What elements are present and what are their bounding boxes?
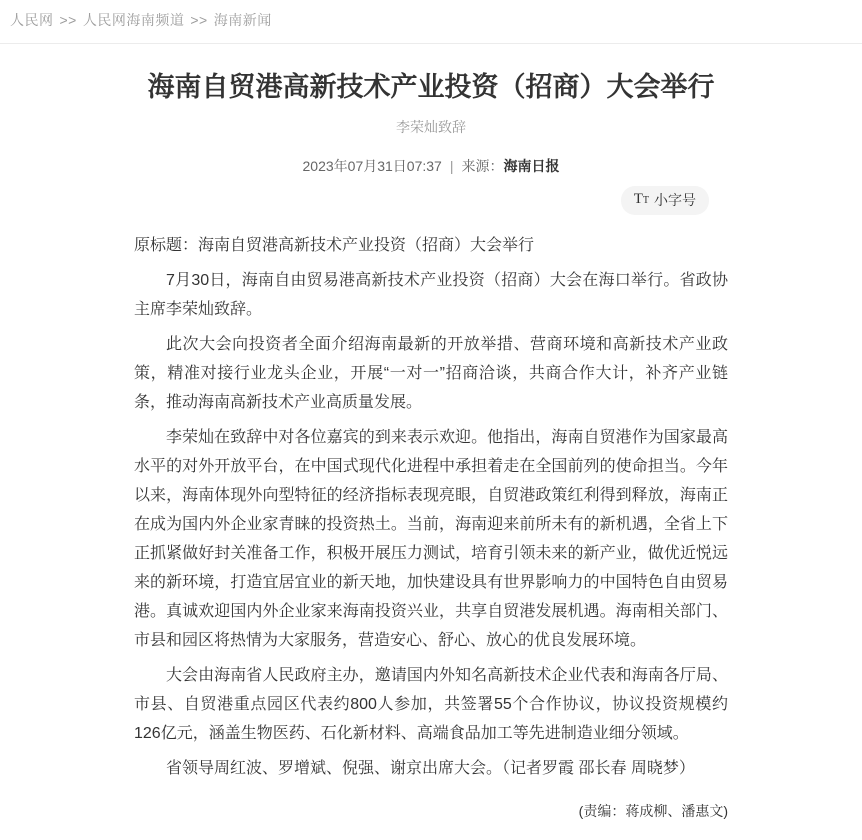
breadcrumb-link[interactable]: 海南新闻 <box>213 12 272 28</box>
article-paragraph: 大会由海南省人民政府主办，邀请国内外知名高新技术企业代表和海南各厅局、市县、自贸港重点园区代表约800人参加，共签署55个合作协议，协议投资规模约126亿元，涵盖生物医药、石化新材料、高端食品加工等先进制造业细分领域。 <box>134 666 728 742</box>
font-size-icon: TT <box>633 191 649 208</box>
breadcrumb-separator: >> <box>59 12 77 28</box>
meta-separator: | <box>449 158 454 175</box>
article-subtitle: 李荣灿致辞 <box>396 119 466 136</box>
article-paragraphs <box>134 266 728 783</box>
article-meta <box>134 156 728 176</box>
font-size-button-label: 小字号 <box>654 191 696 208</box>
article-paragraph: 7月30日，海南自由贸易港高新技术产业投资（招商）大会在海口举行。省政协主席李荣灿致辞。 <box>134 271 728 318</box>
original-title: 原标题：海南自贸港高新技术产业投资（招商）大会举行 <box>134 236 535 254</box>
editors-line: (责编：蒋成柳、潘惠文) <box>578 802 728 819</box>
publish-date: 2023年07月31日07:37 <box>302 158 442 175</box>
breadcrumb-separator: >> <box>190 12 208 28</box>
breadcrumb-link[interactable]: 人民网海南频道 <box>82 12 185 28</box>
page-title: 海南自贸港高新技术产业投资（招商）大会举行 <box>147 72 715 102</box>
article-paragraph: 李荣灿在致辞中对各位嘉宾的到来表示欢迎。他指出，海南自贸港作为国家最高水平的对外开放平台，在中国式现代化进程中承担着走在全国前列的使命担当。今年以来，海南体现外向型特征的经济指标表现亮眼，自贸港政策红利得到释放，海南正在成为国内外企业家青睐的投资热土。当前，海南迎来前所未有的新机遇，全省上下正抓紧做好封关准备工作，积极开展压力测试，培育引领未来的新产业，做优近悦远来的新环境，打造宜居宜业的新天地，加快建设具有世界影响力的中国特色自由贸易港。真诚欢迎国内外企业家来海南投资兴业，共享自贸港发展机遇。海南相关部门、市县和园区将热情为大家服务，营造安心、舒心、放心的优良发展环境。 <box>134 428 728 649</box>
article-paragraph: 省领导周红波、罗增斌、倪强、谢京出席大会。（记者罗霞 邵长春 周晓梦） <box>166 759 695 777</box>
article-paragraph: 此次大会向投资者全面介绍海南最新的开放举措、营商环境和高新技术产业政策，精准对接行业龙头企业，开展“一对一”招商洽谈，共商合作大计，补齐产业链条，推动海南高新技术产业高质量发展。 <box>134 335 728 411</box>
breadcrumb-link[interactable]: 人民网 <box>10 12 54 28</box>
source-link[interactable]: 海南日报 <box>503 158 560 175</box>
article-body <box>134 231 728 840</box>
breadcrumb <box>0 0 862 44</box>
source-label: 来源： <box>461 158 504 175</box>
font-size-button[interactable] <box>621 186 709 215</box>
article-content <box>134 70 728 840</box>
article-toolbar <box>134 186 728 215</box>
